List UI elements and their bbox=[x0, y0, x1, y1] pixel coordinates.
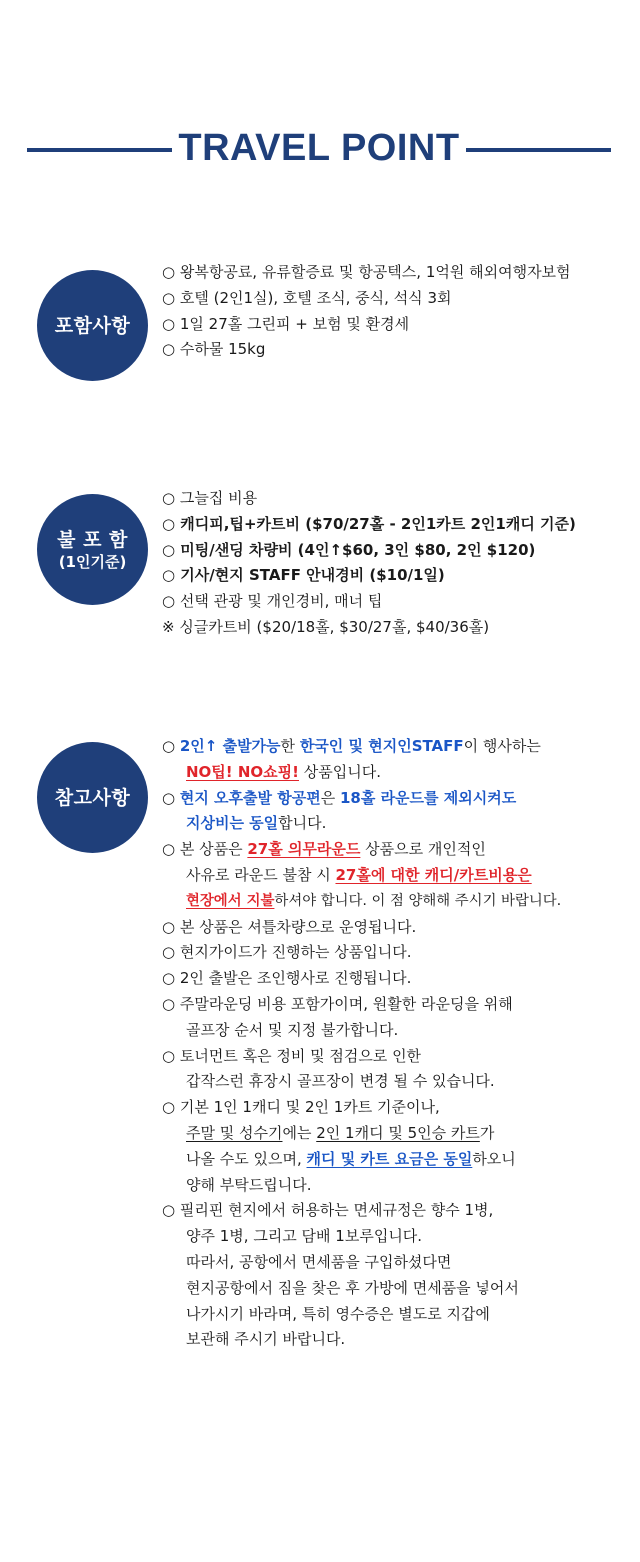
notes-label: 참고사항 bbox=[54, 786, 131, 809]
excluded-item: ○ 미팅/샌딩 차량비 (4인↑$60, 3인 $80, 2인 $120) bbox=[162, 540, 536, 559]
note-item-cont bbox=[162, 1121, 632, 1147]
note-item: ○ 토너먼트 혹은 정비 및 점검으로 인한 bbox=[162, 1046, 422, 1065]
note-item-cont: 갑작스런 휴장시 골프장이 변경 될 수 있습니다. bbox=[186, 1072, 495, 1091]
note-item: ○ 필리핀 현지에서 허용하는 면세규정은 향수 1병, bbox=[162, 1201, 494, 1220]
note-highlight: 지상비는 동일 bbox=[186, 814, 279, 833]
note-item bbox=[162, 734, 632, 760]
note-item bbox=[162, 837, 632, 863]
note-bullet: ○ bbox=[162, 840, 180, 859]
excluded-item: ○ 그늘집 비용 bbox=[162, 489, 258, 507]
included-item: ○ 수하물 15kg bbox=[162, 340, 266, 359]
included-item: ○ 호텔 (2인1실), 호텔 조식, 중식, 석식 3회 bbox=[162, 288, 452, 307]
note-item-cont: 보관해 주시기 바랍니다. bbox=[186, 1330, 346, 1349]
excluded-label: 불 포 함 bbox=[57, 528, 128, 551]
note-underlined: 2인 1캐디 및 5인승 카트 bbox=[316, 1123, 480, 1142]
notes-list bbox=[162, 734, 632, 1353]
note-item-cont: 현지공항에서 짐을 찾은 후 가방에 면세품을 넣어서 bbox=[186, 1278, 519, 1297]
notes-badge bbox=[37, 742, 148, 853]
title-rule-right bbox=[466, 148, 611, 152]
included-item: ○ 1일 27홀 그린피 + 보험 및 환경세 bbox=[162, 314, 410, 333]
included-label: 포함사항 bbox=[54, 314, 131, 337]
note-text: 가 bbox=[479, 1123, 495, 1142]
note-item: ○ 기본 1인 1캐디 및 2인 1카트 기준이나, bbox=[162, 1098, 440, 1117]
page-title: TRAVEL POINT bbox=[178, 127, 460, 169]
note-item: ○ 2인 출발은 조인행사로 진행됩니다. bbox=[162, 969, 412, 988]
note-bullet: ○ bbox=[162, 788, 180, 807]
note-highlight-red: NO팁! NO쇼핑! bbox=[186, 762, 299, 781]
note-item: ○ 현지가이드가 진행하는 상품입니다. bbox=[162, 943, 412, 962]
excluded-item: ○ 선택 관광 및 개인경비, 매너 팁 bbox=[162, 592, 383, 611]
note-text: 나올 수도 있으며, bbox=[186, 1149, 307, 1168]
excluded-badge bbox=[37, 494, 148, 605]
note-highlight: 2인↑ 출발가능 bbox=[179, 737, 281, 755]
note-highlight-red: 27홀 의무라운드 bbox=[247, 840, 361, 859]
note-text: 에는 bbox=[282, 1123, 317, 1142]
included-badge bbox=[37, 270, 148, 381]
note-item bbox=[162, 786, 632, 812]
note-item-cont bbox=[162, 1147, 632, 1173]
note-item-cont: 따라서, 공항에서 면세품을 구입하셨다면 bbox=[186, 1252, 452, 1271]
note-highlight: 18홀 라운드를 제외시켜도 bbox=[339, 788, 517, 807]
excluded-list bbox=[162, 486, 632, 641]
note-item-cont: 골프장 순서 및 지정 불가합니다. bbox=[186, 1020, 399, 1039]
excluded-item: ○ 캐디피,팁+카트비 ($70/27홀 - 2인1카트 2인1캐디 기준) bbox=[162, 514, 576, 533]
note-highlight: 한국인 및 현지인STAFF bbox=[299, 737, 464, 755]
note-text: 상품으로 개인적인 bbox=[360, 840, 486, 859]
note-highlight: 캐디 및 카트 요금은 동일 bbox=[306, 1149, 473, 1168]
note-item-cont bbox=[162, 760, 632, 786]
note-highlight-red: 27홀에 대한 캐디/카트비용은 bbox=[335, 865, 532, 884]
note-text: 한 bbox=[280, 737, 300, 755]
note-item: ○ 본 상품은 셔틀차량으로 운영됩니다. bbox=[162, 917, 417, 936]
title-rule-left bbox=[27, 148, 172, 152]
note-text: 사유로 라운드 불참 시 bbox=[186, 865, 336, 884]
excluded-item: ○ 기사/현지 STAFF 안내경비 ($10/1일) bbox=[162, 566, 445, 585]
note-item-cont bbox=[162, 811, 632, 837]
note-item-cont: 양해 부탁드립니다. bbox=[186, 1175, 312, 1194]
note-text: 이 행사하는 bbox=[463, 737, 541, 755]
note-item-cont bbox=[162, 863, 632, 889]
note-text: 하오니 bbox=[472, 1149, 516, 1168]
note-item-cont: 나가시기 바라며, 특히 영수증은 별도로 지갑에 bbox=[186, 1304, 490, 1323]
note-item: ○ 주말라운딩 비용 포함가이며, 원활한 라운딩을 위해 bbox=[162, 994, 513, 1013]
note-item-cont: 양주 1병, 그리고 담배 1보루입니다. bbox=[186, 1227, 423, 1246]
excluded-item: ※ 싱글카트비 ($20/18홀, $30/27홀, $40/36홀) bbox=[162, 617, 490, 636]
note-highlight-red: 현장에서 지불 bbox=[186, 892, 275, 909]
included-list bbox=[162, 260, 632, 363]
note-bullet: ○ bbox=[162, 737, 180, 755]
included-item: ○ 왕복항공료, 유류할증료 및 항공텍스, 1억원 해외여행자보험 bbox=[162, 263, 571, 281]
note-highlight: 현지 오후출발 항공편 bbox=[179, 788, 321, 807]
excluded-sublabel: (1인기준) bbox=[58, 552, 127, 571]
section-header bbox=[0, 118, 640, 178]
note-underlined: 주말 및 성수기 bbox=[186, 1123, 283, 1142]
note-text: 본 상품은 bbox=[179, 840, 248, 859]
note-text: 은 bbox=[320, 788, 340, 807]
note-text: 상품입니다. bbox=[299, 762, 381, 781]
note-item-cont bbox=[162, 889, 632, 915]
note-text: 합니다. bbox=[278, 814, 327, 833]
note-text: 하셔야 합니다. 이 점 양해해 주시기 바랍니다. bbox=[274, 892, 562, 909]
